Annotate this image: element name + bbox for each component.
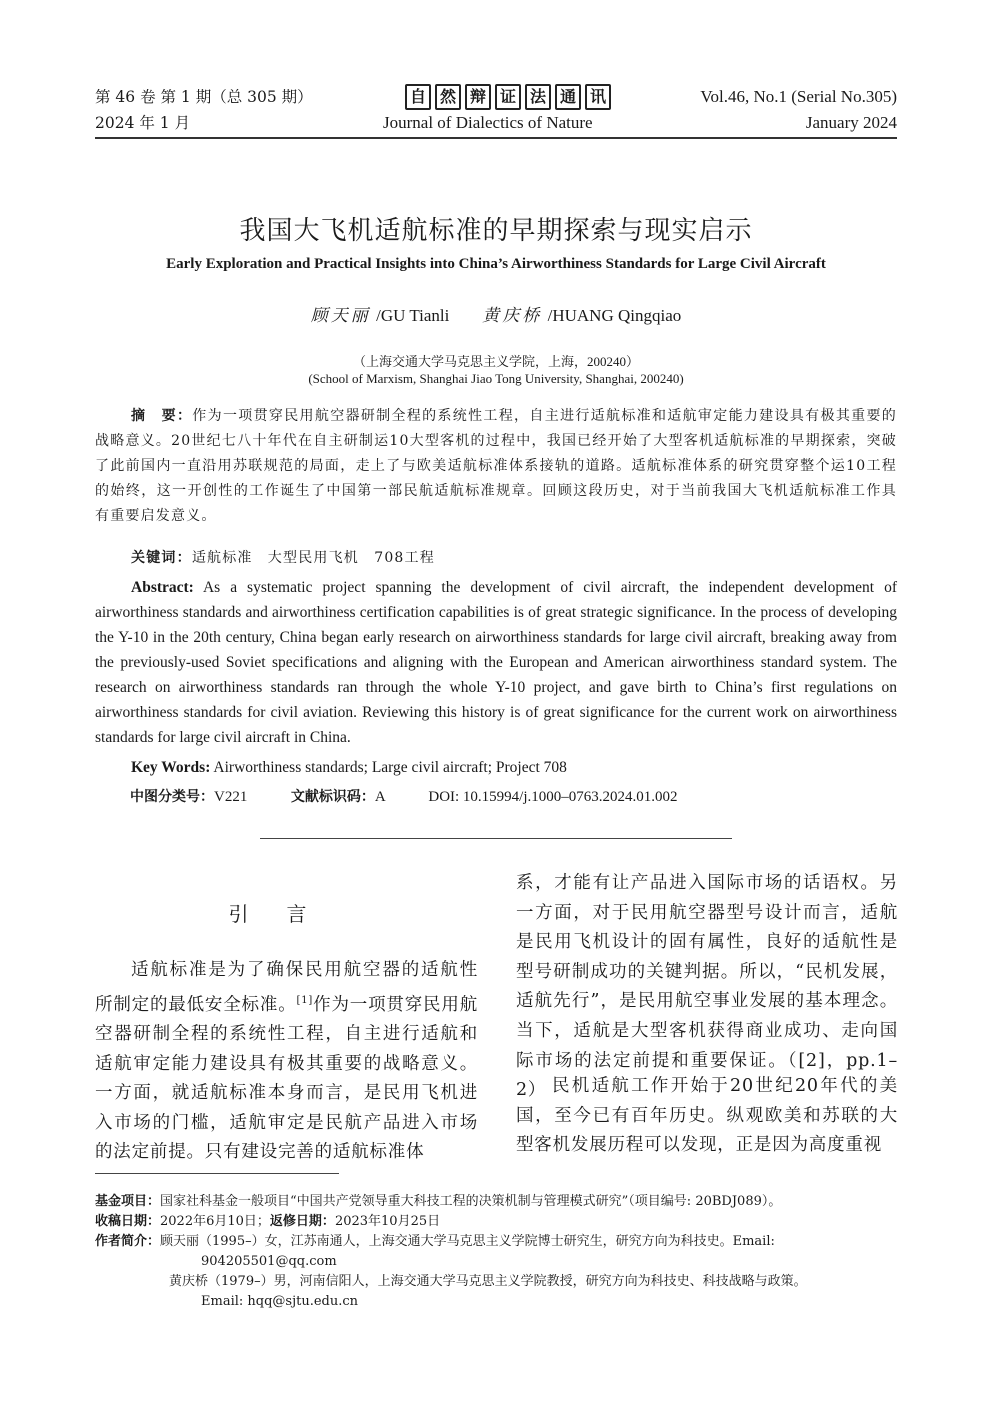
- classification-line: [130, 786, 678, 806]
- logo-char: 法: [525, 84, 551, 110]
- clc-label: 中图分类号：: [130, 789, 214, 805]
- abstract-en-text: As a systematic project spanning the development of civil aircraft, the independent development of airworthiness standards and airworthiness certification capabilities is of great strategic significance. In the process of developing the Y-10 in the 20th century, China began early research on airworthiness standards for large civil aircraft, breaking away from the previously-used Soviet specifications and aligning with the European and American airworthiness standard system. The research on airworthiness standards ran through the whole Y-10 project, and gave birth to China’s first regulations on airworthiness standards for civil aviation. Reviewing this history is of great significance for the current work on airworthiness standards for large civil aircraft in China.: [95, 579, 897, 746]
- keywords-cn: [95, 546, 897, 571]
- received-label: 收稿日期：: [95, 1214, 161, 1229]
- title-cn: 我国大飞机适航标准的早期探索与现实启示: [239, 216, 753, 246]
- author-bio-label: 作者简介：: [95, 1234, 161, 1249]
- received-date: 2022年6月10日；: [160, 1214, 270, 1229]
- footnote-author-1: [95, 1232, 898, 1252]
- logo-char: 然: [435, 84, 461, 110]
- volume-info-en: Vol.46, No.1 (Serial No.305): [700, 87, 897, 106]
- author-1-cn: 顾天丽: [310, 306, 371, 326]
- doc-code-value: A: [374, 789, 385, 805]
- keywords-cn-text: 适航标准 大型民用飞机 708工程: [191, 550, 435, 566]
- author-1-email: 904205501@qq.com: [201, 1254, 337, 1269]
- revised-label: 返修日期：: [269, 1214, 335, 1229]
- keywords-en-label: Key Words:: [131, 759, 211, 776]
- section-divider: [260, 838, 732, 839]
- keywords-en-text: Airworthiness standards; Large civil aircraft; Project 708: [213, 759, 567, 776]
- doi: DOI: 10.15994/j.1000–0763.2024.01.002: [428, 789, 678, 805]
- author-1-bio: 顾天丽（1995–）女，江苏南通人，上海交通大学马克思主义学院博士研究生，研究方向为科技史。Email:: [160, 1234, 775, 1249]
- intro-right-paragraph-1: 系，才能有让产品进入国际市场的话语权。另一方面，对于民用航空器型号设计而言，适航是民用飞机设计的固有属性，良好的适航性是型号研制成功的关键判据。所以，“民机发展，适航先行”，是民用航空事业发展的基本理念。当下，适航是大型客机获得商业成功、走向国际市场的法定前提和重要保证。（[2]，pp.1–2）: [516, 873, 898, 1101]
- author-2-en: /HUANG Qingqiao: [547, 306, 682, 325]
- doc-code-label: 文献标识码：: [290, 789, 375, 805]
- abstract-en: [95, 575, 897, 750]
- author-2-bio: 黄庆桥（1979–）男，河南信阳人，上海交通大学马克思主义学院教授，研究方向为科技史、科技战略与政策。: [169, 1274, 807, 1289]
- abstract-cn: [95, 404, 897, 529]
- logo-char: 证: [495, 84, 521, 110]
- author-2-email: Email: hqq@sjtu.edu.cn: [201, 1294, 359, 1309]
- affiliation-en: (School of Marxism, Shanghai Jiao Tong University, Shanghai, 200240): [308, 371, 684, 386]
- fund-label: 基金项目：: [95, 1194, 161, 1209]
- author-1-en: /GU Tianli: [376, 306, 450, 325]
- affiliation-cn: （上海交通大学马克思主义学院，上海，200240）: [352, 354, 639, 369]
- logo-char: 自: [405, 84, 431, 110]
- footnote-dates: [95, 1212, 898, 1232]
- intro-left-paragraph: [95, 956, 478, 1168]
- fund-text: 国家社科基金一般项目“中国共产党领导重大科技工程的决策机制与管理模式研究”（项目编号: 20BDJ089）。: [160, 1194, 782, 1209]
- title-en: Early Exploration and Practical Insights into China’s Airworthiness Standards for Large Civil Aircraft: [166, 256, 826, 272]
- keywords-cn-label: 关键词：: [131, 550, 192, 566]
- header-rule: [95, 137, 897, 139]
- citation-ref: [1]: [296, 994, 314, 1006]
- author-line: [95, 301, 897, 326]
- date-en: January 2024: [805, 113, 897, 132]
- footnote-rule: [95, 1173, 339, 1174]
- author-2-cn: 黄庆桥: [482, 306, 543, 326]
- logo-char: 讯: [585, 84, 611, 110]
- section-heading: 引言: [228, 902, 345, 926]
- volume-info-cn: 第 46 卷 第 1 期（总 305 期）: [95, 88, 313, 106]
- footnote-fund: [95, 1192, 898, 1212]
- logo-char: 通: [555, 84, 581, 110]
- keywords-en: [95, 755, 897, 780]
- revised-date: 2023年10月25日: [334, 1214, 441, 1229]
- intro-left-text-b: 作为一项贯穿民用航空器研制全程的系统性工程，自主进行适航和适航审定能力建设具有极其重要的战略意义。一方面，就适航标准本身而言，是民用飞机进入市场的门槛，适航审定是民航产品进入市场的法定前提。只有建设完善的适航标准体: [95, 994, 478, 1163]
- journal-logo: [405, 84, 611, 110]
- intro-left-text-a: 适航标准是为了确保民用航空器的适航性所制定的最低安全标准。: [95, 960, 478, 1015]
- abstract-en-label: Abstract:: [131, 579, 194, 596]
- intro-right-paragraph-2: 民机适航工作开始于20世纪20年代的美国，至今已有百年历史。纵观欧美和苏联的大型客机发展历程可以发现，正是因为高度重视: [516, 1076, 898, 1156]
- logo-char: 辩: [465, 84, 491, 110]
- journal-name-en: Journal of Dialectics of Nature: [383, 113, 593, 132]
- date-cn: 2024 年 1 月: [95, 114, 191, 132]
- abstract-cn-text: 作为一项贯穿民用航空器研制全程的系统性工程，自主进行适航标准和适航审定能力建设具有极其重要的战略意义。20世纪七八十年代在自主研制运10大型客机的过程中，我国已经开始了大型客机适航标准的早期探索，突破了此前国内一直沿用苏联规范的局面，走上了与欧美适航标准体系接轨的道路。适航标准体系的研究贯穿整个运10工程的始终，这一开创性的工作诞生了中国第一部民航适航标准规章。回顾这段历史，对于当前我国大飞机适航标准工作具有重要启发意义。: [95, 408, 897, 524]
- abstract-cn-label: 摘 要：: [131, 408, 193, 424]
- clc-value: V221: [214, 789, 248, 805]
